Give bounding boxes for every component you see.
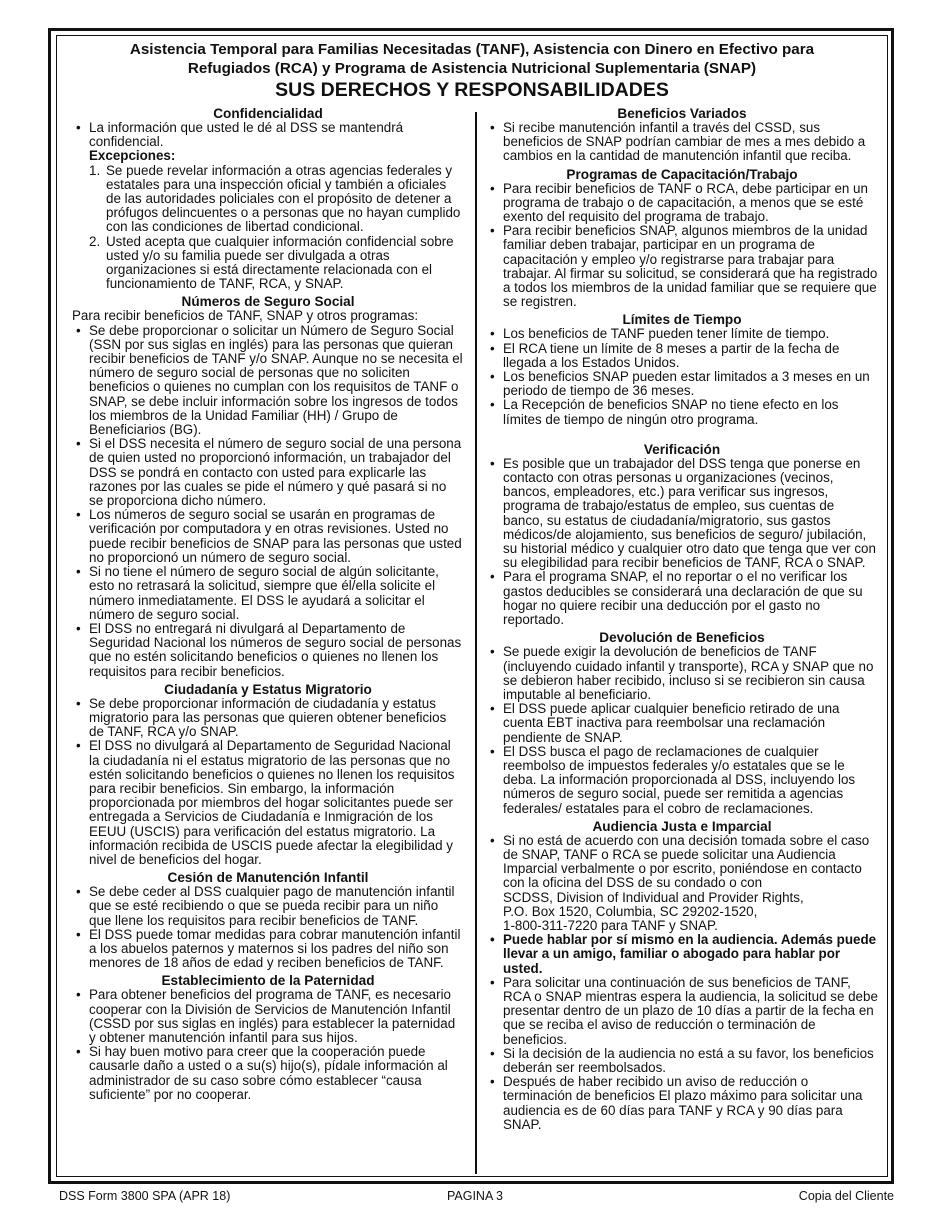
list-item: • Para recibir beneficios SNAP, algunos miembros de la unidad familiar deben trabajar, participar en un programa de capacitación y empleo y/o registrarse para trabajar para trabajar. Al firmar su solicitud, se considerará que ha registrado a todos los miembros de la unidad familiar que se requiere que se registren. [486,224,878,309]
section-limites [486,312,878,426]
list-item: • Si hay buen motivo para creer que la cooperación puede causarle daño a usted o a su(s) hijo(s), pídale información al administrador de su caso sobre cómo establecer “causa suficiente” por no cooperar. [72,1045,464,1102]
list-item: • Si no tiene el número de seguro social de algún solicitante, esto no retrasará la solicitud, siempre que él/ella solicite el número inmediatamente. El DSS le ayudará a solicitar el número de seguro social. [72,565,464,622]
bullet-list [72,121,464,149]
section-intro: Para recibir beneficios de TANF, SNAP y otros programas: [72,308,419,324]
list-item: • El DSS puede aplicar cualquier beneficio retirado de una cuenta EBT inactiva para reembolsar una reclamación pendiente de SNAP. [486,702,878,745]
section-audiencia [486,819,878,1132]
section-title: Ciudadanía y Estatus Migratorio [164,681,372,697]
numbered-list [72,164,464,292]
section-title: Beneficios Variados [617,106,747,121]
bullet-list [486,645,878,815]
list-item: • Si la decisión de la audiencia no está a su favor, los beneficios deberán ser reembolsados. [486,1047,878,1075]
section-beneficios-variados [486,106,878,164]
list-item: • El DSS no entregará ni divulgará al Departamento de Seguridad Nacional los números de seguro social de personas que no estén solicitando beneficios o quienes no llenen los requisitos para recibir beneficios. [72,622,464,679]
list-item: • El DSS no divulgará al Departamento de Seguridad Nacional la ciudadanía ni el estatus migratorio de las personas que no estén solicitando beneficios o quienes no llenen los requisitos para recibir beneficios. Sin embargo, la información proporcionada por miembros del hogar solicitantes puede ser entregada a Servicios de Ciudadanía e Inmigración de los EEUU (USCIS) para verificación del estatus migratorio. La información recibida de USCIS puede afectar la elegibilidad y nivel de beneficios del hogar. [72,739,464,867]
bullet-list [72,885,464,970]
subtitle: SUS DERECHOS Y RESPONSABILIDADES [275,79,669,101]
spacer [486,430,878,442]
title-line-1: Asistencia Temporal para Familias Necesitadas (TANF), Asistencia con Dinero en Efectivo para [129,41,815,58]
bullet-list [72,324,464,679]
section-title: Programas de Capacitación/Trabajo [566,166,798,182]
list-item: • La Recepción de beneficios SNAP no tiene efecto en los límites de tiempo de ningún otro programa. [486,398,878,426]
section-ciudadania [72,682,464,867]
section-title: Confidencialidad [213,106,323,121]
item-number: 1. [89,162,101,178]
section-verificacion [486,442,878,627]
bullet-list [486,182,878,310]
list-item: • Los beneficios SNAP pueden estar limitados a 3 meses en un periodo de tiempo de 36 meses. [486,370,878,398]
left-column [72,106,464,1105]
list-item: • Los beneficios de TANF pueden tener límite de tiempo. [486,327,878,341]
list-item: • Para obtener beneficios del programa de TANF, es necesario cooperar con la División de Servicios de Manutención Infantil (CSSD por sus siglas en inglés) para establecer la paternidad y obtener manutención infantil para sus hijos. [72,988,464,1045]
list-item: • Los números de seguro social se usarán en programas de verificación por computadora y en otras revisiones. Usted no puede recibir beneficios de SNAP para las personas que usted no proporcionó un número de seguro social. [72,508,464,565]
bullet-list [72,697,464,867]
section-paternidad [72,973,464,1102]
list-item: • Para el programa SNAP, el no reportar o el no verificar los gastos deducibles se considerará una declaración de que su hogar no quiere recibir una deducción por el gasto no reportado. [486,570,878,627]
list-item: • La información que usted le dé al DSS se mantendrá confidencial. [72,121,464,149]
section-devolucion [486,630,878,815]
section-title: Devolución de Beneficios [599,630,765,646]
bullet-list [486,457,878,627]
address-line: P.O. Box 1520, Columbia, SC 29202-1520, [503,903,758,919]
list-item [89,235,464,292]
right-column [486,106,878,1135]
list-item: • Si el DSS necesita el número de seguro social de una persona de quien usted no proporcionó información, un trabajador del DSS se pondrá en contacto con usted para explicarle las razones por las cuales se pide el número y qué pasará si no se proporciona dicho número. [72,437,464,508]
list-item: • Se debe proporcionar o solicitar un Número de Seguro Social (SSN por sus siglas en inglés) para las personas que quieran recibir beneficios de TANF y/o SNAP. Aunque no se necesita el número de seguro social de personas que no soliciten beneficios o quienes no cumplan con los requisitos de TANF o SNAP, se debe incluir información sobre los ingresos de todos los miembros de la Unidad Familiar (HH) / Grupo de Beneficiarios (BG). [72,324,464,438]
list-item: • Si recibe manutención infantil a través del CSSD, sus beneficios de SNAP podrían cambiar de mes a mes debido a cambios en la cantidad de manutención infantil que reciba. [486,121,878,164]
list-item: • El RCA tiene un límite de 8 meses a partir de la fecha de llegada a los Estados Unidos. [486,342,878,370]
page-number: PAGINA 3 [446,1189,504,1203]
item-text: Se puede revelar información a otras agencias federales y estatales para una inspección oficial y también a oficiales de las autoridades policiales con el propósito de detener a prófugos delincuentes o a personas que no hayan cumplido con las condiciones de libertad condicional. [106,162,461,235]
section-title: Límites de Tiempo [622,312,742,328]
section-title: Audiencia Justa e Imparcial [592,818,772,834]
title-line-2: Refugiados (RCA) y Programa de Asistencia Nutricional Suplementaria (SNAP) [187,60,757,77]
list-item: • Se puede exigir la devolución de beneficios de TANF (incluyendo cuidado infantil y transporte), RCA y SNAP que no se debieron haber recibido, incluso si se recibieron sin causa imputable al beneficiario. [486,645,878,702]
address-line: SCDSS, Division of Individual and Provider Rights, [503,889,804,905]
phone-line: 1-800-311-7220 para TANF y SNAP. [503,917,718,933]
list-item: • El DSS puede tomar medidas para cobrar manutención infantil a los abuelos paternos y maternos si los padres del niño son menores de 18 años de edad y reciben beneficios de TANF. [72,928,464,971]
section-confidencialidad [72,106,464,291]
list-item: • El DSS busca el pago de reclamaciones de cualquier reembolso de impuestos federales y/o estatales que se le deba. La información proporcionada al DSS, incluyendo los números de seguro social, puede ser remitida a agencias federales/ estatales para el cobro de reclamaciones. [486,745,878,816]
list-item: • Se debe proporcionar información de ciudadanía y estatus migratorio para las personas que quieren obtener beneficios de TANF, RCA y/o SNAP. [72,697,464,740]
item-text: Si no está de acuerdo con una decisión tomada sobre el caso de SNAP, TANF o RCA se puede solicitar una Audiencia Imparcial verbalmente o por escrito, poniéndose en contacto con la oficina del DSS de su condado o con [503,832,870,891]
list-item [89,164,464,235]
form-id: DSS Form 3800 SPA (APR 18) [59,1189,231,1203]
list-item: • Después de haber recibido un aviso de reducción o terminación de beneficios El plazo máximo para solicitar una audiencia es de 60 días para TANF y RCA y 90 días para SNAP. [486,1075,878,1132]
copy-label: Copia del Cliente [798,1189,894,1203]
section-title: Cesión de Manutención Infantil [167,870,369,886]
document-header [60,40,884,101]
exceptions-label: Excepciones: [89,148,176,164]
item-number: 2. [89,233,101,249]
section-title: Establecimiento de la Paternidad [161,973,375,989]
section-capacitacion [486,167,878,310]
list-item [486,834,878,933]
list-item: • Puede hablar por sí mismo en la audiencia. Además puede llevar a un amigo, familiar o abogado para hablar por usted. [486,933,878,976]
item-text: Usted acepta que cualquier información confidencial sobre usted y/o su familia puede ser divulgada a otras organizaciones si está directamente relacionada con el funcionamiento de TANF, RCA, y SNAP. [106,233,454,292]
section-ssn [72,294,464,678]
section-title: Verificación [643,441,721,457]
bullet-list [486,327,878,426]
list-item: • Para solicitar una continuación de sus beneficios de TANF, RCA o SNAP mientras espera la audiencia, la solicitud se debe presentar dentro de un plazo de 10 días a partir de la fecha en que se reciba el aviso de reducción o terminación de beneficios. [486,976,878,1047]
list-item: • Es posible que un trabajador del DSS tenga que ponerse en contacto con otras personas u organizaciones (vecinos, bancos, empleadores, etc.) para verificar sus ingresos, programa de trabajo/estatus de empleo, sus cuentas de banco, su estatus de ciudadanía/migratorio, sus gastos médicos/de alojamiento, sus beneficios de seguro/ jubilación, su historial médico y cualquier otro dato que tenga que ver con su elegibilidad para recibir beneficios de TANF, RCA o SNAP. [486,457,878,571]
column-divider [475,112,477,1174]
bullet-list [486,121,878,164]
list-item: • Para recibir beneficios de TANF o RCA, debe participar en un programa de trabajo o de capacitación, a menos que se esté exento del requisito del programa de trabajo. [486,182,878,225]
section-title: Números de Seguro Social [181,294,355,310]
bullet-list [72,988,464,1102]
list-item: • Se debe ceder al DSS cualquier pago de manutención infantil que se esté recibiendo o que se pueda recibir para un niño que llene los requisitos para recibir beneficios de TANF. [72,885,464,928]
section-manutencion [72,870,464,970]
bullet-list [486,834,878,1132]
